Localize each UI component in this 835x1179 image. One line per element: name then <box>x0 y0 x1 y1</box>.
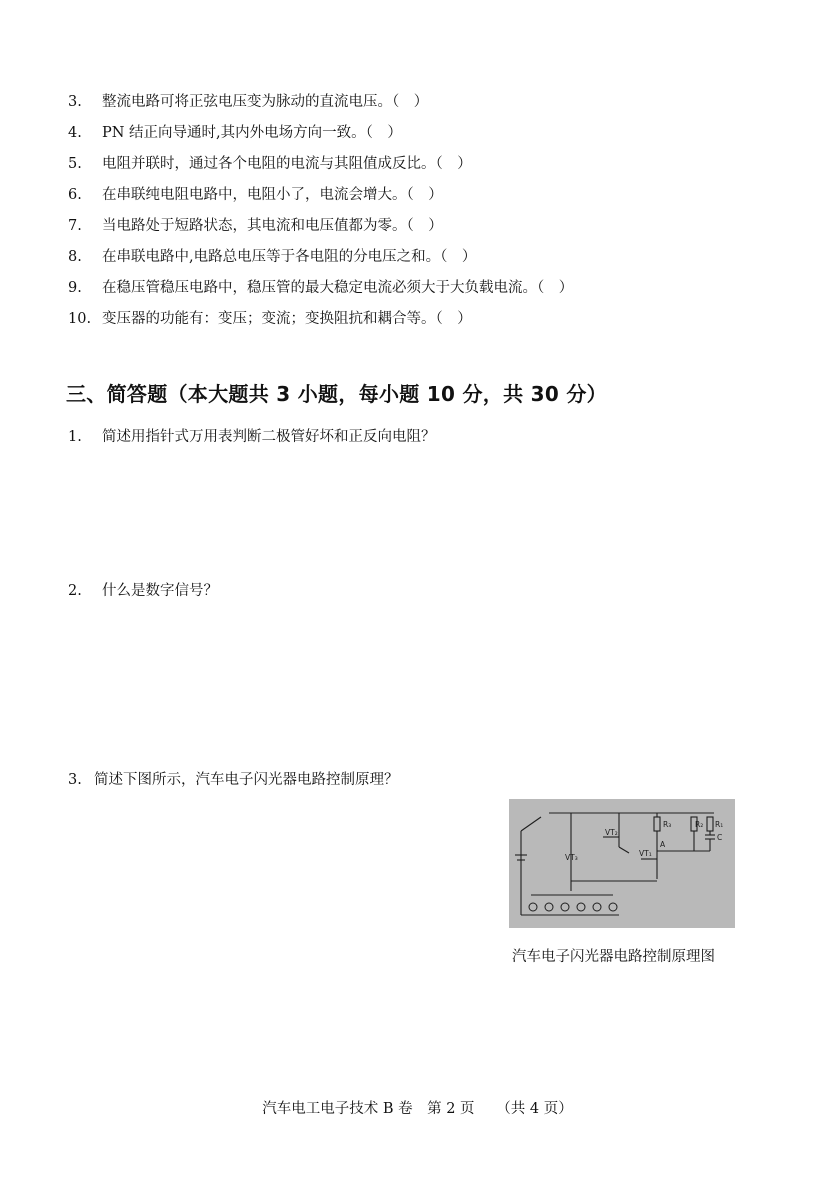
true-false-question-list <box>68 90 788 338</box>
flasher-circuit-diagram <box>509 799 735 928</box>
circuit-schematic <box>509 799 735 928</box>
lamp-icon <box>609 903 617 911</box>
question-text: 简述用指针式万用表判断二极管好坏和正反向电阻？ <box>102 429 436 445</box>
lamp-icon <box>593 903 601 911</box>
question-text: 整流电路可将正弦电压变为脉动的直流电压。（ ） <box>102 94 429 110</box>
question-text: 电阻并联时，通过各个电阻的电流与其阻值成反比。（ ） <box>102 156 472 172</box>
r3-label: R₃ <box>663 820 672 829</box>
vt2-emitter-wire <box>619 847 629 853</box>
short-answer-question-3 <box>68 768 399 789</box>
r3-resistor <box>654 817 660 831</box>
question-text: 在串联纯电阻电路中，电阻小了，电流会增大。（ ） <box>102 187 443 203</box>
diagram-caption: 汽车电子闪光器电路控制原理图 <box>512 949 715 965</box>
r1-label: R₁ <box>715 820 724 829</box>
list-item <box>68 183 788 214</box>
question-number: 3. <box>68 94 82 110</box>
lamp-icon <box>529 903 537 911</box>
lamp-icon <box>545 903 553 911</box>
question-text: 当电路处于短路状态，其电流和电压值都为零。（ ） <box>102 218 443 234</box>
question-number: 1. <box>68 429 82 445</box>
question-number: 9. <box>68 280 82 296</box>
r1-resistor <box>707 817 713 831</box>
vt2-label: VT₂ <box>605 828 618 837</box>
section-title: 三、简答题（本大题共 3 小题，每小题 10 分，共 30 分） <box>66 382 607 406</box>
question-number: 3. <box>68 772 82 788</box>
question-text: 简述下图所示，汽车电子闪光器电路控制原理？ <box>94 772 399 788</box>
vt1-label: VT₁ <box>639 849 652 858</box>
question-number: 10. <box>68 311 92 327</box>
question-text: 在稳压管稳压电路中，稳压管的最大稳定电流必须大于大负载电流。（ ） <box>102 280 574 296</box>
lamp-icon <box>561 903 569 911</box>
short-answer-question-2 <box>68 579 218 600</box>
list-item <box>68 121 788 152</box>
list-item <box>68 152 788 183</box>
short-answer-question-1 <box>68 425 436 446</box>
list-item <box>68 307 788 338</box>
question-text: 什么是数字信号？ <box>102 583 218 599</box>
list-item <box>68 90 788 121</box>
capacitor-label: C <box>717 833 723 842</box>
question-number: 7. <box>68 218 82 234</box>
lamp-icon <box>577 903 585 911</box>
question-text: PN 结正向导通时,其内外电场方向一致。（ ） <box>102 125 402 141</box>
list-item <box>68 214 788 245</box>
page-footer: 汽车电工电子技术 B 卷 第 2 页 （共 4 页） <box>262 1101 573 1117</box>
question-number: 4. <box>68 125 82 141</box>
question-number: 6. <box>68 187 82 203</box>
list-item <box>68 245 788 276</box>
question-text: 变压器的功能有：变压；变流；变换阻抗和耦合等。（ ） <box>102 311 472 327</box>
question-number: 5. <box>68 156 82 172</box>
r2-label: R₂ <box>695 820 704 829</box>
question-number: 2. <box>68 583 82 599</box>
switch-blade <box>521 817 541 831</box>
vt3-label: VT₃ <box>565 853 578 862</box>
question-number: 8. <box>68 249 82 265</box>
node-a-label: A <box>660 840 666 849</box>
list-item <box>68 276 788 307</box>
question-text: 在串联电路中,电路总电压等于各电阻的分电压之和。（ ） <box>102 249 477 265</box>
